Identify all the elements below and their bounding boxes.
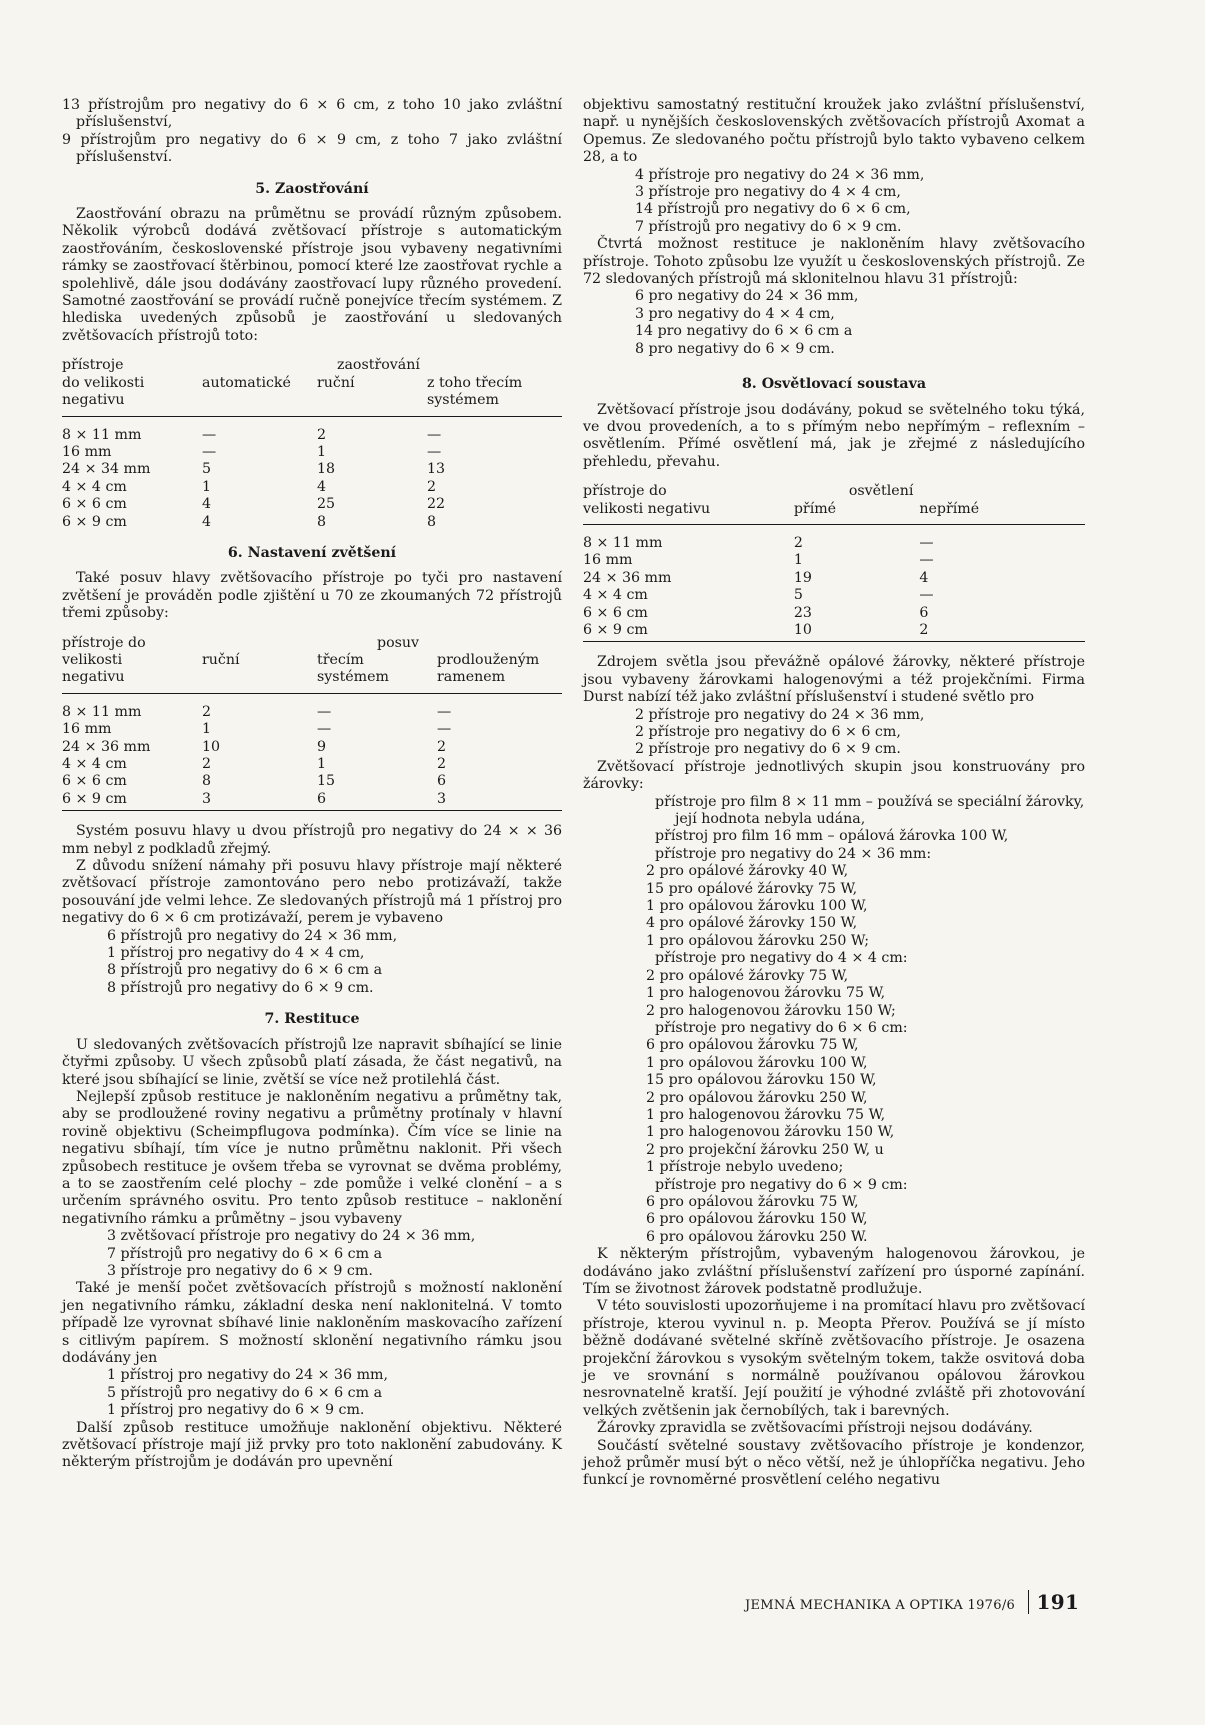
row-label: 24 × 36 mm — [583, 569, 672, 586]
table-cell: 4 — [317, 478, 327, 495]
row-label: 4 × 4 cm — [62, 478, 127, 495]
list-item: 6 pro negativy do 24 × 36 mm, — [635, 288, 859, 305]
table-row — [583, 587, 1085, 604]
list-item: 5 přístrojů pro negativy do 6 × 6 cm a — [107, 1384, 383, 1401]
table-cell: 25 — [317, 496, 336, 513]
table-cell: 1 — [317, 443, 327, 460]
list-item: 1 pro halogenovou žárovku 150 W, — [646, 1124, 895, 1141]
list-item: 14 pro negativy do 6 × 6 cm a — [635, 323, 853, 340]
list-item: 3 pro negativy do 4 × 4 cm, — [635, 305, 835, 322]
list-item: 1 přístroje nebylo uvedeno; — [646, 1159, 844, 1176]
table-header: velikosti — [62, 651, 123, 668]
list-item: 1 pro halogenovou žárovku 75 W, — [646, 1106, 886, 1123]
table-row — [62, 756, 562, 773]
list-item: 2 pro opálovou žárovku 250 W, — [646, 1089, 868, 1106]
list-item: 1 pro halogenovou žárovku 75 W, — [646, 985, 886, 1002]
table-cell: — — [427, 426, 442, 443]
row-label: 6 × 9 cm — [583, 621, 648, 638]
table-cell: 8 — [427, 513, 437, 530]
list-item: 14 přístrojů pro negativy do 6 × 6 cm, — [635, 201, 911, 218]
list-item: 7 přístrojů pro negativy do 6 × 9 cm. — [635, 218, 902, 235]
table-row — [583, 552, 1085, 569]
row-label: 4 × 4 cm — [62, 756, 127, 772]
row-label: 8 × 11 mm — [583, 534, 663, 551]
table-header: do velikosti — [62, 374, 145, 391]
table-header: prodlouženým — [437, 651, 540, 668]
table-cell: 2 — [793, 534, 803, 551]
list-item: přístroj pro film 16 mm – opálová žárovka 100 W, — [655, 828, 1009, 845]
table-header: automatické — [202, 374, 291, 391]
list-item: 2 pro opálové žárovky 75 W, — [646, 967, 849, 984]
table-cell: 1 — [202, 478, 212, 495]
table-cell: 5 — [793, 587, 803, 604]
table-cell: 8 — [202, 773, 212, 790]
table-cell: 4 — [919, 569, 929, 586]
list-item: 3 přístroje pro negativy do 6 × 9 cm. — [107, 1262, 373, 1279]
table-row — [583, 535, 1085, 552]
lamp-list — [583, 794, 1085, 1247]
row-label: 24 × 36 mm — [62, 738, 151, 755]
table-row — [583, 622, 1085, 639]
table-cell: 2 — [919, 621, 929, 638]
section-heading: 7. Restituce — [264, 1011, 360, 1028]
row-label: 4 × 4 cm — [583, 587, 648, 604]
list — [62, 1367, 562, 1419]
row-label: 8 × 11 mm — [62, 426, 142, 443]
paragraph: Systém posuvu hlavy u dvou přístrojů pro negativy do 24 × × 36 mm nebyl z podkladů zřejmý. — [62, 823, 562, 857]
list — [583, 288, 1085, 358]
table-header: systémem — [427, 392, 499, 409]
table-cell: — — [919, 534, 934, 551]
table-row — [583, 570, 1085, 587]
table-cell: — — [202, 443, 217, 460]
list-item: 15 pro opálové žárovky 75 W, — [646, 880, 858, 897]
list — [583, 707, 1085, 759]
list-item: 6 pro opálovou žárovku 150 W, — [646, 1211, 868, 1228]
table-cell: 6 — [437, 773, 447, 790]
list-item: 3 zvětšovací přístroje pro negativy do 24 × 36 mm, — [107, 1228, 476, 1245]
list-item: 4 pro opálové žárovky 150 W, — [646, 915, 858, 932]
list-item: 7 přístrojů pro negativy do 6 × 6 cm a — [107, 1245, 383, 1262]
paragraph: 13 přístrojům pro negativy do 6 × 6 cm, z toho 10 jako zvláštní příslušenství, — [62, 97, 562, 131]
list-item: 1 přístroj pro negativy do 4 × 4 cm, — [107, 945, 365, 962]
table-cell: 15 — [317, 773, 336, 790]
table-cell: 8 — [317, 513, 327, 530]
paragraph: Žárovky zpravidla se zvětšovacími přístroji nejsou dodávány. — [597, 1420, 1033, 1437]
row-label: 16 mm — [62, 443, 112, 460]
table-focusing — [62, 357, 562, 531]
row-label: 6 × 6 cm — [62, 496, 127, 513]
table-row — [62, 479, 562, 496]
table-header: negativu — [62, 392, 125, 409]
table-cell: 6 — [919, 604, 929, 621]
list-item: přístroje pro negativy do 6 × 6 cm: — [655, 1019, 908, 1036]
table-header-group: zaostřování — [337, 357, 420, 374]
table-cell: 4 — [202, 496, 212, 513]
list-item: 2 pro projekční žárovku 250 W, u — [646, 1141, 884, 1158]
paragraph: objektivu samostatný restituční kroužek jako zvláštní příslušenství, např. u nynějších československých zvětšovacích přístrojů Axomat a Opemus. Ze sledovaného počtu přístrojů bylo takto vybaveno celkem 28, a to — [583, 97, 1085, 166]
list-item: přístroje pro negativy do 4 × 4 cm: — [655, 950, 908, 967]
table-row — [62, 444, 562, 461]
table-cell: 3 — [437, 790, 447, 807]
paragraph: Zaostřování obrazu na průmětnu se provádí různým způsobem. Několik výrobců dodává zvětšovací přístroje s automatickým zaostřováním, československé přístroje jsou vybaveny negativními rámky se zaostřovací štěrbinou, pomocí které lze zaostřovat rychle a spolehlivě, dále jsou dodávány zaostřovací lupy různého provedení. Samotné zaostřování se provádí ručně ponejvíce třecím systémem. Z hlediska uvedených způsobů je zaostřování u sledovaných zvětšovacích přístrojů toto: — [62, 206, 562, 344]
table-cell: 23 — [793, 604, 812, 621]
page-footer — [745, 1590, 1079, 1614]
list-item: přístroje pro film 8 × 11 mm – používá se speciální žárovky, její hodnota nebyla udána, — [655, 793, 1085, 828]
table-cell: 22 — [427, 496, 446, 513]
table-header-group: posuv — [377, 634, 420, 651]
table-cell: — — [317, 721, 332, 738]
list-item: 8 přístrojů pro negativy do 6 × 9 cm. — [107, 979, 374, 996]
table-row — [62, 514, 562, 531]
table-header: ruční — [202, 651, 240, 668]
table-cell: 2 — [437, 756, 447, 772]
list-item: 6 pro opálovou žárovku 75 W, — [646, 1037, 859, 1054]
table-cell: 19 — [793, 569, 812, 586]
table-header: přímé — [793, 500, 837, 517]
list-item: 2 pro opálové žárovky 40 W, — [646, 863, 849, 880]
row-label: 8 × 11 mm — [62, 703, 142, 720]
list-item: 15 pro opálovou žárovku 150 W, — [646, 1072, 877, 1089]
row-label: 6 × 6 cm — [62, 773, 127, 790]
row-label: 16 mm — [62, 721, 112, 738]
table-row — [62, 461, 562, 478]
table-row — [62, 496, 562, 513]
list-item: 6 pro opálovou žárovku 250 W. — [646, 1228, 868, 1245]
table-header: negativu — [62, 669, 125, 686]
paragraph: Součástí světelné soustavy zvětšovacího přístroje je kondenzor, jehož průměr musí být o něco větší, než je úhlopříčka negativu. Jeho funkcí je rovnoměrné prosvětlení celého negativu — [583, 1437, 1085, 1489]
table-magnification — [62, 635, 562, 812]
paragraph: Zvětšovací přístroje jsou dodávány, pokud se světelného toku týká, ve dvou provedeních, a to s přímým nebo nepřímým – reflexním – osvětlením. Přímé osvětlení má, jak je zřejmé z následujícího přehledu, převahu. — [583, 401, 1085, 470]
table-row — [62, 791, 562, 808]
list-item: 1 pro opálovou žárovku 250 W; — [646, 932, 870, 949]
table-row — [62, 773, 562, 790]
paragraph: V této souvislosti upozorňujeme i na promítací hlavu pro zvětšovací přístroje, kterou vyvinul n. p. Meopta Přerov. Používá se jí místo běžně dodávané světelné skříně zvětšovacího přístroje. Je osazena projekční žárovkou s vysokým světelným tokem, takže osvitová doba je ve srovnání s normálně používanou opálovou žárovkou nesrovnatelně kratší. Její použití je výhodné zvláště při zhotovování velkých zvětšenin jak černobílých, tak i barevných. — [583, 1298, 1085, 1419]
table-cell: 1 — [317, 756, 327, 772]
table-header: ruční — [317, 374, 355, 391]
table-header: přístroje — [62, 357, 124, 374]
right-column — [583, 97, 1085, 1490]
table-header: z toho třecím — [427, 374, 523, 391]
table-row — [62, 704, 562, 721]
paragraph: U sledovaných zvětšovacích přístrojů lze napravit sbíhající se linie čtyřmi způsoby. U všech způsobů platí zásada, že část negativů, na které jsou sbíhající se linie, zvětší se více než protilehlá část. — [62, 1036, 562, 1088]
left-column — [62, 97, 562, 1472]
list-item: 3 přístroje pro negativy do 4 × 4 cm, — [635, 184, 901, 201]
table-cell: 2 — [427, 478, 437, 495]
paragraph: 9 přístrojům pro negativy do 6 × 9 cm, z toho 7 jako zvláštní příslušenství. — [62, 131, 562, 166]
list-item: 4 přístroje pro negativy do 24 × 36 mm, — [635, 166, 925, 183]
table-header: ramenem — [437, 669, 506, 686]
table-cell: 2 — [202, 756, 212, 772]
table-cell: 2 — [202, 703, 212, 720]
list-item: 1 pro opálovou žárovku 100 W, — [646, 1054, 868, 1071]
table-header-group: osvětlení — [848, 483, 914, 500]
table-cell: 6 — [317, 790, 327, 807]
journal-title: JEMNÁ MECHANIKA A OPTIKA 1976/6 — [745, 1598, 1016, 1613]
list-item: 2 přístroje pro negativy do 6 × 9 cm. — [635, 741, 901, 758]
row-label: 6 × 9 cm — [62, 790, 127, 807]
page-number: 191 — [1028, 1590, 1080, 1614]
table-cell: 5 — [202, 461, 212, 478]
paragraph: Čtvrtá možnost restituce je nakloněním hlavy zvětšovacího přístroje. Tohoto způsobu lze využít u československých přístrojů. Ze 72 sledovaných přístrojů má sklonitelnou hlavu 31 přístrojů: — [583, 236, 1085, 288]
row-label: 16 mm — [583, 552, 633, 569]
paragraph: Nejlepší způsob restituce je nakloněním negativu a průmětny tak, aby se prodloužené roviny negativu a průmětny protínaly v hlavní rovině objektivu (Scheimpflugova podmínka). Čím více se linie na negativu sbíhají, tím více je nutno průmětnu naklonit. Při všech způsobech restituce je ovšem třeba se vyrovnat se dvěma problémy, a to se zaostřením celé plochy – zde pomůže i velké clonění – a s určením správného osvitu. Pro tento způsob restituce – naklonění negativního rámku a průmětny – jsou vybaveny — [62, 1088, 562, 1227]
table-cell: 10 — [202, 738, 221, 755]
row-label: 6 × 9 cm — [62, 513, 127, 530]
table-header: systémem — [317, 669, 389, 686]
paragraph: Další způsob restituce umožňuje naklonění objektivu. Některé zvětšovací přístroje mají již prvky pro toto naklonění zabudovány. K některým přístrojům je dodáván pro upevnění — [62, 1419, 562, 1471]
list-item: 6 pro opálovou žárovku 75 W, — [646, 1193, 859, 1210]
paragraph: Zvětšovací přístroje jednotlivých skupin jsou konstruovány pro žárovky: — [583, 758, 1085, 793]
section-heading: 5. Zaostřování — [255, 180, 369, 197]
table-cell: — — [427, 443, 442, 460]
list — [62, 928, 562, 998]
table-cell: — — [437, 721, 452, 738]
list-item: 8 pro negativy do 6 × 9 cm. — [635, 340, 835, 357]
table-header: přístroje do — [583, 483, 667, 500]
list-item: 2 přístroje pro negativy do 6 × 6 cm, — [635, 724, 901, 740]
table-cell: 1 — [793, 552, 803, 569]
table-cell: — — [317, 703, 332, 720]
section-heading: 6. Nastavení zvětšení — [227, 544, 397, 561]
list-item: přístroje pro negativy do 6 × 9 cm: — [655, 1176, 908, 1193]
table-header: nepřímé — [919, 500, 980, 517]
table-cell: 2 — [437, 738, 447, 755]
paragraph: Zdrojem světla jsou převážně opálové žárovky, některé přístroje jsou vybaveny žárovkami halogenovými a též projekčními. Firma Durst nabízí též jako zvláštní příslušenství i studené světlo pro — [583, 654, 1085, 706]
table-lighting — [583, 483, 1085, 642]
table-row — [62, 721, 562, 738]
table-cell: 4 — [202, 513, 212, 530]
table-cell: 13 — [427, 461, 446, 478]
table-row — [583, 605, 1085, 622]
table-cell: — — [919, 587, 934, 604]
table-cell: 3 — [202, 790, 212, 807]
paragraph: Z důvodu snížení námahy při posuvu hlavy přístroje mají některé zvětšovací přístroje zamontováno pero nebo protizávaží, takže posouvání jde velmi lehce. Ze sledovaných přístrojů má 1 přístroj pro negativy do 6 × 6 cm protizávaží, perem je vybaveno — [62, 858, 562, 927]
row-label: 6 × 6 cm — [583, 604, 648, 621]
row-label: 24 × 34 mm — [62, 461, 151, 478]
list — [62, 1228, 562, 1280]
list-item: 1 přístroj pro negativy do 6 × 9 cm. — [107, 1402, 365, 1419]
list-item: 2 přístroje pro negativy do 24 × 36 mm, — [635, 706, 925, 723]
list-item: 8 přístrojů pro negativy do 6 × 6 cm a — [107, 962, 383, 979]
table-cell: 9 — [317, 738, 327, 755]
table-cell: — — [437, 703, 452, 720]
list — [583, 167, 1085, 237]
paragraph: Také je menší počet zvětšovacích přístrojů s možností naklonění jen negativního rámku, základní deska není naklonitelná. V tomto případě lze vyrovnat sbíhavé linie nakloněním maskovacího zařízení s citlivým papírem. S možností sklonění negativního rámku jsou dodávány jen — [62, 1280, 562, 1366]
list-item: přístroje pro negativy do 24 × 36 mm: — [655, 845, 932, 862]
list-item: 2 pro halogenovou žárovku 150 W; — [646, 1002, 896, 1019]
table-header: velikosti negativu — [583, 500, 711, 517]
table-header: třecím — [317, 651, 364, 668]
table-cell: 1 — [202, 721, 212, 738]
table-cell: 2 — [317, 426, 327, 443]
table-cell: — — [202, 426, 217, 443]
table-cell: — — [919, 552, 934, 569]
list-item: 6 přístrojů pro negativy do 24 × 36 mm, — [107, 927, 398, 944]
table-row — [62, 427, 562, 444]
table-cell: 10 — [793, 621, 812, 638]
table-header: přístroje do — [62, 634, 146, 651]
section-heading: 8. Osvětlovací soustava — [741, 376, 927, 393]
list-item: 1 přístroj pro negativy do 24 × 36 mm, — [107, 1367, 388, 1384]
list-item: 1 pro opálovou žárovku 100 W, — [646, 898, 868, 915]
table-cell: 18 — [317, 461, 336, 478]
table-row — [62, 739, 562, 756]
paragraph: K některým přístrojům, vybaveným halogenovou žárovkou, je dodáváno jako zvláštní příslušenství zařízení pro úsporné zapínání. Tím se životnost žárovek podstatně prodlužuje. — [583, 1246, 1085, 1297]
paragraph: Také posuv hlavy zvětšovacího přístroje po tyči pro nastavení zvětšení je prováděn podle zjištění u 70 ze zkoumaných 72 přístrojů třemi způsoby: — [62, 570, 562, 622]
